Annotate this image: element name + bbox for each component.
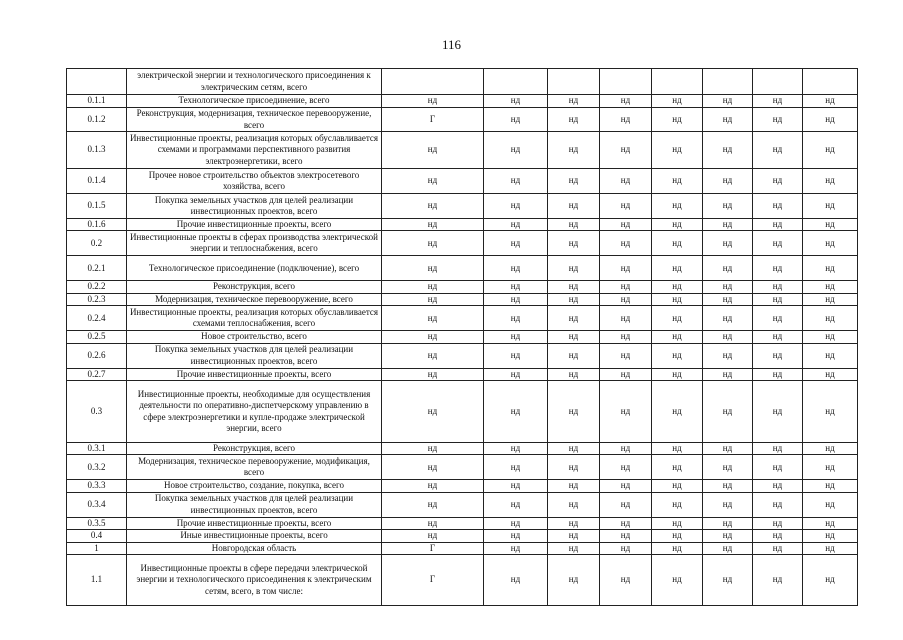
- row-value-7: нд: [753, 368, 803, 380]
- row-code: 0.1.6: [67, 219, 127, 231]
- row-name: Покупка земельных участков для целей реализации инвестиционных проектов, всего: [127, 492, 382, 517]
- table-row: [67, 443, 858, 455]
- row-value-1: нд: [382, 194, 484, 219]
- row-value-7: нд: [753, 169, 803, 194]
- row-value-7: нд: [753, 194, 803, 219]
- row-code: 0.1.1: [67, 95, 127, 108]
- row-value-1: нд: [382, 455, 484, 480]
- table-row: [67, 480, 858, 492]
- row-code: 0.4: [67, 530, 127, 542]
- row-value-4: нд: [600, 108, 652, 132]
- table-row: [67, 368, 858, 380]
- row-name: Инвестиционные проекты в сфере передачи электрической энергии и технологического присоединения к электрическим сетям, всего, в том числе:: [127, 555, 382, 606]
- row-code: 0.2.4: [67, 306, 127, 331]
- row-value-1: нд: [382, 443, 484, 455]
- row-value-3: нд: [548, 169, 600, 194]
- row-value-4: нд: [600, 95, 652, 108]
- row-value-7: нд: [753, 293, 803, 305]
- row-value-4: нд: [600, 169, 652, 194]
- row-value-1: нд: [382, 132, 484, 169]
- row-value-6: нд: [703, 343, 753, 368]
- row-value-7: нд: [753, 492, 803, 517]
- row-value-6: нд: [703, 530, 753, 542]
- row-name: Инвестиционные проекты, необходимые для осуществления деятельности по оперативно-диспетчерскому управлению в сфере электроэнергетики и купле-продаже электрической энергии, всего: [127, 381, 382, 443]
- row-value-1: нд: [382, 256, 484, 281]
- row-value-2: нд: [484, 555, 548, 606]
- table-row: [67, 231, 858, 256]
- row-code: 0.1.2: [67, 108, 127, 132]
- row-value-4: нд: [600, 480, 652, 492]
- row-value-8: нд: [803, 219, 858, 231]
- table-row: [67, 132, 858, 169]
- row-value-2: [484, 69, 548, 95]
- row-value-6: нд: [703, 306, 753, 331]
- row-code: 0.3.3: [67, 480, 127, 492]
- row-value-3: нд: [548, 95, 600, 108]
- row-value-5: нд: [652, 492, 703, 517]
- row-value-3: [548, 69, 600, 95]
- row-name: Новое строительство, всего: [127, 331, 382, 343]
- row-code: 0.2.1: [67, 256, 127, 281]
- row-code: 1: [67, 542, 127, 554]
- row-value-1: нд: [382, 169, 484, 194]
- row-value-6: нд: [703, 219, 753, 231]
- table-row: [67, 281, 858, 293]
- row-code: 0.2.6: [67, 343, 127, 368]
- row-code: 0.3.4: [67, 492, 127, 517]
- row-value-6: нд: [703, 381, 753, 443]
- row-value-5: нд: [652, 256, 703, 281]
- row-name: Прочие инвестиционные проекты, всего: [127, 219, 382, 231]
- row-value-6: [703, 69, 753, 95]
- row-code: 0.3: [67, 381, 127, 443]
- row-value-8: нд: [803, 331, 858, 343]
- table-row: [67, 517, 858, 529]
- row-value-4: нд: [600, 256, 652, 281]
- row-value-3: нд: [548, 480, 600, 492]
- table-row: [67, 492, 858, 517]
- row-value-6: нд: [703, 455, 753, 480]
- row-value-8: нд: [803, 542, 858, 554]
- row-value-1: нд: [382, 219, 484, 231]
- row-value-2: нд: [484, 306, 548, 331]
- row-value-3: нд: [548, 492, 600, 517]
- row-value-1: нд: [382, 381, 484, 443]
- row-name: Покупка земельных участков для целей реализации инвестиционных проектов, всего: [127, 343, 382, 368]
- row-name: Новгородская область: [127, 542, 382, 554]
- row-value-3: нд: [548, 530, 600, 542]
- row-value-5: нд: [652, 517, 703, 529]
- row-name: Модернизация, техническое перевооружение, модификация, всего: [127, 455, 382, 480]
- row-value-2: нд: [484, 331, 548, 343]
- row-name: Реконструкция, всего: [127, 443, 382, 455]
- row-value-4: нд: [600, 343, 652, 368]
- row-value-4: нд: [600, 381, 652, 443]
- row-name: Инвестиционные проекты, реализация которых обуславливается схемами теплоснабжения, всего: [127, 306, 382, 331]
- table-row: [67, 530, 858, 542]
- row-value-1: нд: [382, 95, 484, 108]
- row-value-5: нд: [652, 169, 703, 194]
- row-value-3: нд: [548, 293, 600, 305]
- row-value-8: нд: [803, 381, 858, 443]
- row-value-5: нд: [652, 219, 703, 231]
- row-value-1: [382, 69, 484, 95]
- row-value-6: нд: [703, 108, 753, 132]
- row-value-2: нд: [484, 194, 548, 219]
- row-code: 0.2.2: [67, 281, 127, 293]
- row-name: Реконструкция, модернизация, техническое перевооружение, всего: [127, 108, 382, 132]
- page-number: 116: [441, 37, 462, 52]
- row-name: Инвестиционные проекты, реализация которых обуславливается схемами и программами перспективного развития электроэнергетики, всего: [127, 132, 382, 169]
- row-value-8: нд: [803, 194, 858, 219]
- row-value-7: нд: [753, 530, 803, 542]
- row-value-6: нд: [703, 293, 753, 305]
- table-row: [67, 194, 858, 219]
- row-value-5: [652, 69, 703, 95]
- row-value-2: нд: [484, 169, 548, 194]
- row-value-6: нд: [703, 492, 753, 517]
- row-value-5: нд: [652, 132, 703, 169]
- row-value-4: нд: [600, 231, 652, 256]
- row-code: 1.1: [67, 555, 127, 606]
- row-value-1: нд: [382, 530, 484, 542]
- table-body: [67, 69, 858, 606]
- row-name: Новое строительство, создание, покупка, всего: [127, 480, 382, 492]
- row-value-1: Г: [382, 108, 484, 132]
- row-value-3: нд: [548, 368, 600, 380]
- row-value-3: нд: [548, 542, 600, 554]
- row-value-7: нд: [753, 343, 803, 368]
- row-name: Прочие инвестиционные проекты, всего: [127, 368, 382, 380]
- row-value-8: нд: [803, 293, 858, 305]
- row-code: 0.2.3: [67, 293, 127, 305]
- row-name: Модернизация, техническое перевооружение, всего: [127, 293, 382, 305]
- row-value-5: нд: [652, 555, 703, 606]
- row-value-8: нд: [803, 443, 858, 455]
- row-value-4: нд: [600, 306, 652, 331]
- row-name: Реконструкция, всего: [127, 281, 382, 293]
- row-code: 0.2: [67, 231, 127, 256]
- row-value-7: нд: [753, 480, 803, 492]
- row-value-8: нд: [803, 256, 858, 281]
- row-name: Инвестиционные проекты в сферах производства электрической энергии и теплоснабжения, всего: [127, 231, 382, 256]
- row-value-8: нд: [803, 480, 858, 492]
- row-value-1: Г: [382, 555, 484, 606]
- row-value-5: нд: [652, 231, 703, 256]
- row-value-1: нд: [382, 343, 484, 368]
- row-value-6: нд: [703, 368, 753, 380]
- row-code: 0.1.5: [67, 194, 127, 219]
- row-value-2: нд: [484, 542, 548, 554]
- row-value-7: нд: [753, 108, 803, 132]
- row-value-3: нд: [548, 443, 600, 455]
- row-value-7: нд: [753, 381, 803, 443]
- row-value-6: нд: [703, 331, 753, 343]
- row-value-6: нд: [703, 194, 753, 219]
- table-row: [67, 108, 858, 132]
- row-value-3: нд: [548, 231, 600, 256]
- row-value-5: нд: [652, 343, 703, 368]
- row-value-5: нд: [652, 281, 703, 293]
- row-code: [67, 69, 127, 95]
- table-row: [67, 306, 858, 331]
- row-value-6: нд: [703, 132, 753, 169]
- row-value-8: нд: [803, 169, 858, 194]
- row-value-6: нд: [703, 281, 753, 293]
- row-value-2: нд: [484, 281, 548, 293]
- row-value-8: нд: [803, 455, 858, 480]
- row-value-4: нд: [600, 542, 652, 554]
- row-value-3: нд: [548, 194, 600, 219]
- row-value-1: нд: [382, 492, 484, 517]
- table-row: [67, 455, 858, 480]
- row-value-7: нд: [753, 306, 803, 331]
- row-value-5: нд: [652, 293, 703, 305]
- row-code: 0.3.2: [67, 455, 127, 480]
- row-value-6: нд: [703, 256, 753, 281]
- row-value-2: нд: [484, 293, 548, 305]
- row-value-4: нд: [600, 293, 652, 305]
- row-value-2: нд: [484, 108, 548, 132]
- row-value-2: нд: [484, 530, 548, 542]
- row-value-2: нд: [484, 132, 548, 169]
- table-row: [67, 293, 858, 305]
- row-value-2: нд: [484, 231, 548, 256]
- row-value-6: нд: [703, 555, 753, 606]
- row-value-5: нд: [652, 194, 703, 219]
- row-value-7: нд: [753, 517, 803, 529]
- row-code: 0.1.4: [67, 169, 127, 194]
- row-value-8: нд: [803, 555, 858, 606]
- row-value-7: нд: [753, 231, 803, 256]
- row-value-5: нд: [652, 381, 703, 443]
- row-code: 0.3.5: [67, 517, 127, 529]
- row-value-1: нд: [382, 306, 484, 331]
- row-value-8: [803, 69, 858, 95]
- table-row: [67, 219, 858, 231]
- row-value-3: нд: [548, 306, 600, 331]
- row-value-3: нд: [548, 455, 600, 480]
- row-value-8: нд: [803, 108, 858, 132]
- row-value-4: нд: [600, 331, 652, 343]
- row-code: 0.1.3: [67, 132, 127, 169]
- row-value-6: нд: [703, 231, 753, 256]
- row-value-7: нд: [753, 219, 803, 231]
- table-row: [67, 69, 858, 95]
- row-value-2: нд: [484, 517, 548, 529]
- row-value-4: нд: [600, 517, 652, 529]
- row-value-6: нд: [703, 95, 753, 108]
- row-value-3: нд: [548, 331, 600, 343]
- row-value-5: нд: [652, 443, 703, 455]
- row-value-3: нд: [548, 219, 600, 231]
- row-name: Прочее новое строительство объектов электросетевого хозяйства, всего: [127, 169, 382, 194]
- row-value-8: нд: [803, 306, 858, 331]
- row-value-4: нд: [600, 368, 652, 380]
- row-value-4: нд: [600, 194, 652, 219]
- row-value-3: нд: [548, 555, 600, 606]
- row-code: 0.3.1: [67, 443, 127, 455]
- row-value-1: нд: [382, 293, 484, 305]
- row-value-4: нд: [600, 132, 652, 169]
- row-value-7: нд: [753, 542, 803, 554]
- row-name: Технологическое присоединение, всего: [127, 95, 382, 108]
- row-value-5: нд: [652, 368, 703, 380]
- row-value-7: нд: [753, 281, 803, 293]
- row-name: Иные инвестиционные проекты, всего: [127, 530, 382, 542]
- row-value-5: нд: [652, 530, 703, 542]
- table-row: [67, 542, 858, 554]
- row-name: Технологическое присоединение (подключение), всего: [127, 256, 382, 281]
- table-row: [67, 343, 858, 368]
- row-value-3: нд: [548, 132, 600, 169]
- row-value-2: нд: [484, 381, 548, 443]
- row-value-8: нд: [803, 132, 858, 169]
- row-value-1: нд: [382, 517, 484, 529]
- row-value-6: нд: [703, 443, 753, 455]
- row-value-2: нд: [484, 455, 548, 480]
- row-value-2: нд: [484, 219, 548, 231]
- row-value-7: нд: [753, 95, 803, 108]
- row-value-1: нд: [382, 331, 484, 343]
- row-value-1: Г: [382, 542, 484, 554]
- row-value-2: нд: [484, 343, 548, 368]
- table-row: [67, 95, 858, 108]
- row-value-7: нд: [753, 256, 803, 281]
- row-value-5: нд: [652, 542, 703, 554]
- row-value-2: нд: [484, 480, 548, 492]
- row-code: 0.2.7: [67, 368, 127, 380]
- table-row: [67, 169, 858, 194]
- table-row: [67, 381, 858, 443]
- row-value-7: нд: [753, 555, 803, 606]
- row-value-1: нд: [382, 368, 484, 380]
- row-value-2: нд: [484, 95, 548, 108]
- row-value-8: нд: [803, 343, 858, 368]
- row-value-2: нд: [484, 443, 548, 455]
- row-value-8: нд: [803, 281, 858, 293]
- row-value-4: [600, 69, 652, 95]
- row-value-7: нд: [753, 443, 803, 455]
- row-value-2: нд: [484, 368, 548, 380]
- row-value-8: нд: [803, 231, 858, 256]
- row-value-8: нд: [803, 492, 858, 517]
- row-value-3: нд: [548, 281, 600, 293]
- row-value-8: нд: [803, 95, 858, 108]
- row-value-1: нд: [382, 281, 484, 293]
- row-value-4: нд: [600, 530, 652, 542]
- row-name: Покупка земельных участков для целей реализации инвестиционных проектов, всего: [127, 194, 382, 219]
- investment-projects-table: [66, 68, 858, 606]
- row-value-8: нд: [803, 530, 858, 542]
- row-value-4: нд: [600, 219, 652, 231]
- row-value-5: нд: [652, 95, 703, 108]
- row-value-6: нд: [703, 517, 753, 529]
- row-value-5: нд: [652, 455, 703, 480]
- row-value-7: нд: [753, 455, 803, 480]
- row-value-4: нд: [600, 281, 652, 293]
- row-code: 0.2.5: [67, 331, 127, 343]
- row-value-2: нд: [484, 256, 548, 281]
- table-row: [67, 555, 858, 606]
- row-value-2: нд: [484, 492, 548, 517]
- row-value-5: нд: [652, 306, 703, 331]
- row-value-1: нд: [382, 231, 484, 256]
- row-value-8: нд: [803, 368, 858, 380]
- row-value-7: нд: [753, 331, 803, 343]
- table-row: [67, 331, 858, 343]
- row-value-4: нд: [600, 443, 652, 455]
- row-value-4: нд: [600, 555, 652, 606]
- row-value-6: нд: [703, 480, 753, 492]
- row-value-3: нд: [548, 256, 600, 281]
- row-value-8: нд: [803, 517, 858, 529]
- row-value-4: нд: [600, 455, 652, 480]
- table-row: [67, 256, 858, 281]
- row-value-3: нд: [548, 108, 600, 132]
- row-value-6: нд: [703, 169, 753, 194]
- row-value-6: нд: [703, 542, 753, 554]
- row-value-5: нд: [652, 480, 703, 492]
- row-value-7: [753, 69, 803, 95]
- row-name: Прочие инвестиционные проекты, всего: [127, 517, 382, 529]
- row-value-3: нд: [548, 343, 600, 368]
- row-value-5: нд: [652, 331, 703, 343]
- row-name: электрической энергии и технологического присоединения к электрическим сетям, всего: [127, 69, 382, 95]
- row-value-7: нд: [753, 132, 803, 169]
- row-value-5: нд: [652, 108, 703, 132]
- row-value-3: нд: [548, 381, 600, 443]
- row-value-3: нд: [548, 517, 600, 529]
- row-value-4: нд: [600, 492, 652, 517]
- row-value-1: нд: [382, 480, 484, 492]
